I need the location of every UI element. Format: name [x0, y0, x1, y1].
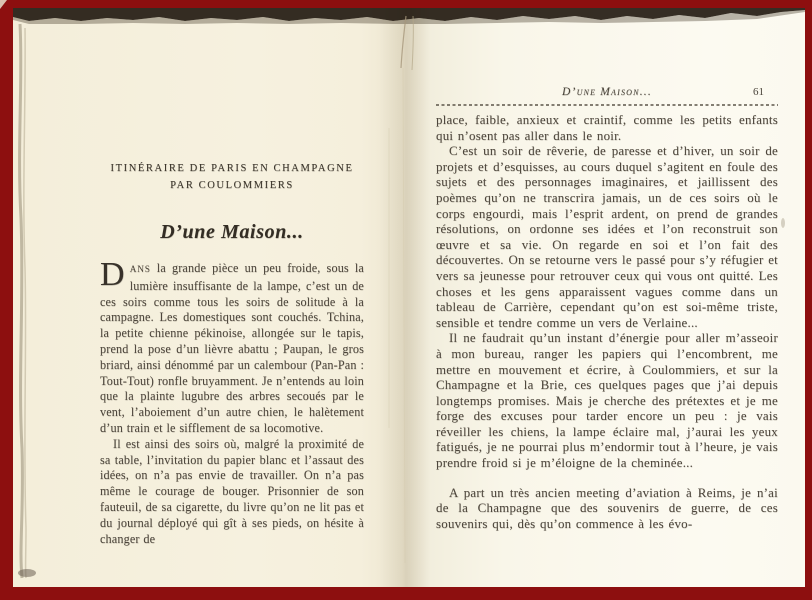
book-spread [13, 8, 805, 587]
left-paragraph-2: Il est ainsi des soirs où, malgré la proximité de sa table, l’invitation du papier blanc et l’assaut des idées, on n’a pas envie de travailler. On n’a pas même le courage de bouger. Prisonnier de son fauteuil, de sa cigarette, du livre qu’on ne lit pas et du journal déployé qui gît à ses pieds, on hésite à changer de [100, 436, 364, 546]
running-head [436, 86, 778, 101]
scan-corner-artifact [0, 0, 7, 9]
page-number: 61 [753, 86, 764, 98]
right-paragraph-1: place, faible, anxieux et craintif, comme les petits enfants qui n’osent pas aller dans le noir. [436, 113, 778, 143]
lead-small-caps: ANS [129, 265, 151, 275]
right-page [436, 86, 778, 532]
paragraph-text: la grande pièce un peu froide, sous la lumière insuffisante de la lampe, c’est un de ces soirs comme tous les soirs de solitude à la campagne. Les domestiques sont couchés. Tchina, la petite chienne pékinoise, allongée sur le tapis, prend la pose d’un lièvre abattu ; Paupan, le gros briard, ainsi dénommé par un calembour (Pan-Pan : Tout-Tout) ronfle bruyamment. Je n’entends au loin que la plainte lugubre des arbres secoués par le vent, l’aboiement d’un autre chien, le halètement d’un train et le sifflement de sa locomotive. [100, 261, 364, 435]
right-paragraph-4: A part un très ancien meeting d’aviation à Reims, je n’ai de la Champagne que des souvenirs de guerre, de ces souvenirs qui, dès qu’on commence à les évo- [436, 485, 778, 531]
gutter-shadow [379, 8, 431, 587]
chapter-title-line2: PAR COULOMMIERS [170, 180, 294, 191]
drop-cap: D [100, 256, 125, 293]
right-paragraph-2: C’est un soir de rêverie, de paresse et d’hiver, un soir de projets et d’esquisses, au cours duquel s’agitent en foule des sujets et des personnages imaginaires, et jaillissent des poèmes qu’on ne transcrira jamais, un de ces soirs où le corps engourdi, mais l’esprit ardent, on prend de grandes résolutions, on ordonne ses idées et l’on reconstruit son œuvre et sa vie. On regarde en soi et l’on fait des découvertes. On se retourne vers le passé pour s’y réfugier et vers sa jeunesse pour retrouver ceux qui vous ont quitté. Les choses et les gens apparaissent vagues comme dans un tableau de Carrière, cependant qu’on est soi-même triste, sensible et tendre comme un vers de Verlaine... [436, 144, 778, 330]
left-page [100, 160, 364, 547]
chapter-title-line1: ITINÉRAIRE DE PARIS EN CHAMPAGNE [110, 163, 354, 174]
dashed-rule [436, 104, 778, 106]
section-heading: D’une Maison... [160, 221, 304, 243]
left-paragraph-1 [100, 256, 364, 437]
running-head-title: D’une Maison... [562, 86, 652, 98]
right-paragraph-3: Il ne faudrait qu’un instant d’énergie pour aller m’asseoir à mon bureau, ranger les papiers qui l’encombrent, me mettre en mouvement et écrire, à Coulommiers, et sur la Champagne et la Brie, ces quelques pages que j’ai depuis longtemps promises. Mais je cherche des prétextes et je me forge des excuses pour tarder encore un peu : je vais réveiller les chiens, la lampe éclaire mal, j’aurai les yeux fatigués, je ne pourrai plus m’endormir tout à l’heure, je vais prendre froid si je m’éloigne de la cheminée... [436, 331, 778, 471]
